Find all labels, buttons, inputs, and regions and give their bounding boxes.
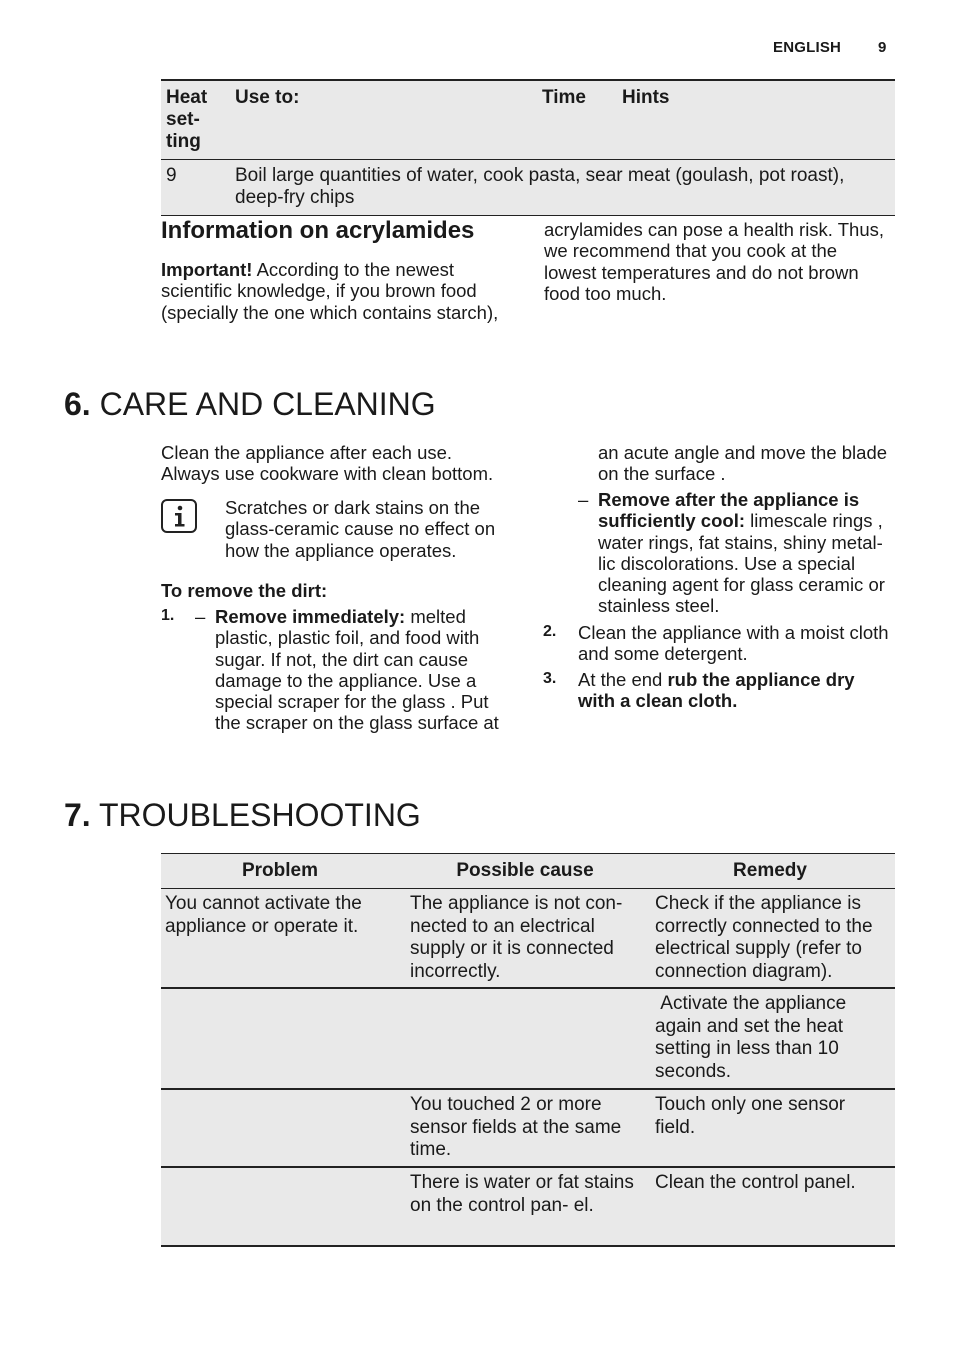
step-2-number: 2.: [543, 623, 557, 640]
step-1a-bold: Remove immediately:: [215, 606, 406, 627]
step-3-bold: rub the appliance dry with a clean cloth.: [578, 669, 855, 712]
remedy-cell: Touch only one sensor field.: [655, 1094, 846, 1138]
acrylamides-text-1: According to the newest scientific knowledge, if you brown food (specially the one which contains starch),: [161, 259, 499, 323]
important-label: Important!: [161, 259, 253, 280]
info-note: Scratches or dark stains on the glass-ceramic cause no effect on how the appliance operates.: [225, 497, 496, 561]
section-title-text: CARE AND CLEANING: [99, 386, 436, 422]
cause-cell: There is water or fat stains on the control pan- el.: [410, 1172, 634, 1216]
step-1b-body: limescale rings , water rings, fat stains, shiny metal- lic discolorations. Use a special cleaning agent for glass ceramic or stainless steel.: [598, 510, 885, 617]
acrylamides-text-col2: acrylamides can pose a health risk. Thus, we recommend that you cook at the lowest temperatures and do not brown food too much.: [544, 219, 885, 304]
table-row: [161, 160, 895, 215]
header-possible-cause: Possible cause: [456, 860, 594, 881]
care-section-title: [64, 386, 436, 423]
problem-cell: You cannot activate the appliance or operate it.: [165, 893, 362, 937]
step-1b-dash: –: [578, 489, 589, 510]
section-title-text: TROUBLESHOOTING: [99, 797, 421, 833]
acrylamides-text-col1: [161, 259, 511, 323]
step-1a-continued: an acute angle and move the blade on the surface .: [598, 442, 888, 485]
table-row: [161, 1090, 895, 1168]
remedy-cell: Activate the appliance again and set the heat setting in less than 10 seconds.: [655, 993, 852, 1082]
troubleshooting-table: [161, 853, 895, 1247]
header-remedy: Remedy: [733, 860, 807, 881]
care-intro: Clean the appliance after each use. Always use cookware with clean bottom.: [161, 442, 494, 485]
section-number: 6.: [64, 386, 91, 422]
remedy-cell: Clean the control panel.: [655, 1172, 856, 1193]
step-1-number: 1.: [161, 607, 175, 624]
table-row: [161, 889, 895, 989]
header-problem: Problem: [241, 860, 319, 881]
step-1a-dash: –: [195, 606, 206, 627]
step-3-number: 3.: [543, 670, 557, 687]
step-1b-bold: Remove after the appliance is sufficiently cool:: [598, 489, 860, 532]
step-1a-text: [215, 606, 510, 734]
step-1a-body: melted plastic, plastic foil, and food with sugar. If not, the dirt can cause damage to the appliance. Use a special scraper for the glass . Put the scraper on the glass surface at: [215, 606, 499, 734]
troubleshooting-section-title: [64, 797, 421, 834]
heat-setting-table: [161, 79, 895, 216]
remedy-cell: Check if the appliance is correctly connected to the electrical supply (refer to connection diagram).: [655, 893, 873, 982]
cause-cell: The appliance is not con- nected to an electrical supply or it is connected incorrectly.: [410, 893, 623, 982]
cause-cell: You touched 2 or more sensor fields at the same time.: [410, 1094, 622, 1160]
header-heat-setting: Heat set- ting: [166, 87, 208, 152]
remove-dirt-heading: To remove the dirt:: [161, 580, 328, 601]
heat-setting-value: 9: [166, 165, 177, 186]
header-language: ENGLISH: [773, 39, 842, 56]
step-2-text: Clean the appliance with a moist cloth and some detergent.: [578, 622, 889, 665]
use-to-text: Boil large quantities of water, cook pasta, sear meat (goulash, pot roast), deep-fry chips: [235, 165, 845, 208]
acrylamides-heading: Information on acrylamides: [161, 217, 475, 244]
troubleshooting-table-header: [161, 854, 895, 889]
step-1b-text: [598, 489, 896, 617]
header-use-to: Use to:: [235, 87, 300, 108]
page-number: 9: [878, 39, 887, 56]
section-number: 7.: [64, 797, 91, 833]
table-row: [161, 1168, 895, 1247]
header-time: Time: [542, 87, 587, 108]
step-3-body: At the end: [578, 669, 668, 690]
table-row: [161, 989, 895, 1090]
info-icon: [161, 499, 197, 533]
step-3-text: [578, 669, 888, 712]
heat-table-header: [161, 81, 895, 160]
header-hints: Hints: [622, 87, 670, 108]
